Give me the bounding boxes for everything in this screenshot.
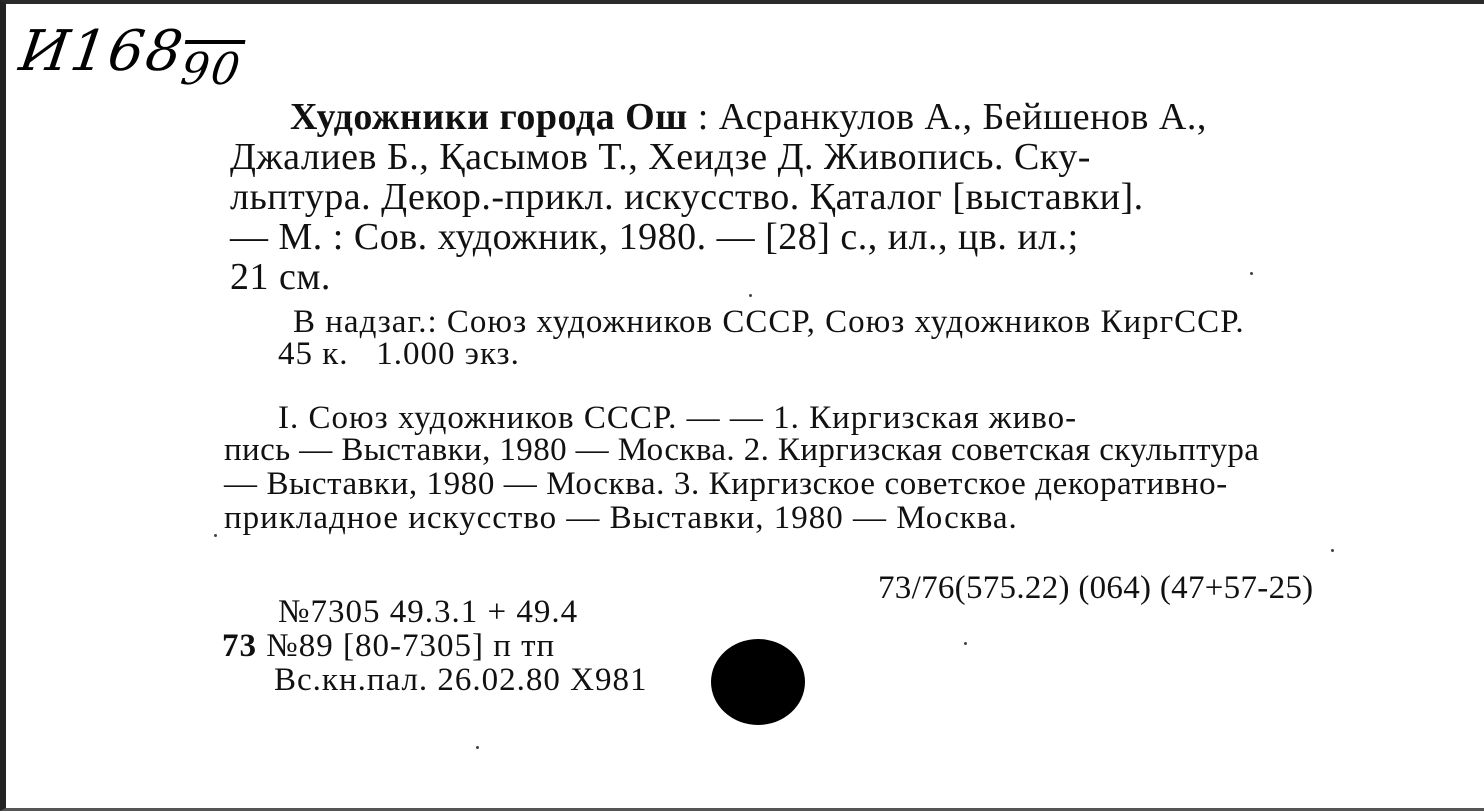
scan-speck (476, 746, 479, 749)
description-line-3: льптура. Декор.-прикл. искусство. Қаталог [выставки]. (230, 176, 1144, 218)
subjects-line-4: прикладное искусство — Выставки, 1980 — Москва. (224, 500, 1018, 536)
catalog-line-2-text: №89 [80-7305] п тп (266, 628, 556, 664)
catalog-prefix: 73 (222, 628, 257, 664)
handwritten-number: И168 (15, 19, 189, 84)
note-line-2: 45 к. 1.000 экз. (278, 336, 520, 372)
catalog-line-3: Вс.кн.пал. 26.02.80 Х981 (274, 662, 648, 698)
catalog-line-2 (222, 630, 555, 663)
description-line-4: — М. : Сов. художник, 1980. — [28] с., ил., цв. ил.; (230, 216, 1079, 258)
classification-index: 73/76(575.22) (064) (47+57-25) (878, 570, 1314, 606)
card-punch-hole (711, 639, 805, 725)
description-line-2: Джалиев Б., Қасымов Т., Хеидзе Д. Живопись. Ску- (230, 136, 1091, 178)
scan-speck (214, 534, 217, 537)
subjects-line-2: пись — Выставки, 1980 — Москва. 2. Киргизская советская скульптура (224, 432, 1260, 468)
scan-speck (1250, 272, 1253, 275)
note-line-1: В надзаг.: Союз художников СССР, Союз художников КиргССР. (293, 304, 1245, 340)
subjects-line-3: — Выставки, 1980 — Москва. 3. Киргизское советское декоративно- (224, 466, 1228, 502)
scan-speck (749, 294, 752, 297)
subjects-line-1: I. Союз художников СССР. — — 1. Киргизская живо- (278, 400, 1078, 436)
handwritten-call-number (15, 19, 248, 95)
handwritten-superscript: 90 (177, 44, 245, 95)
description-line-1 (290, 98, 1207, 136)
scan-speck (964, 642, 967, 645)
description-line-5: 21 см. (230, 256, 331, 298)
authors-first-line: : Асранкулов А., Бейшенов А., (687, 96, 1207, 138)
catalog-line-1: №7305 49.3.1 + 49.4 (278, 594, 579, 630)
scan-speck (1331, 549, 1334, 552)
book-title: Художники города Ош (290, 96, 688, 138)
